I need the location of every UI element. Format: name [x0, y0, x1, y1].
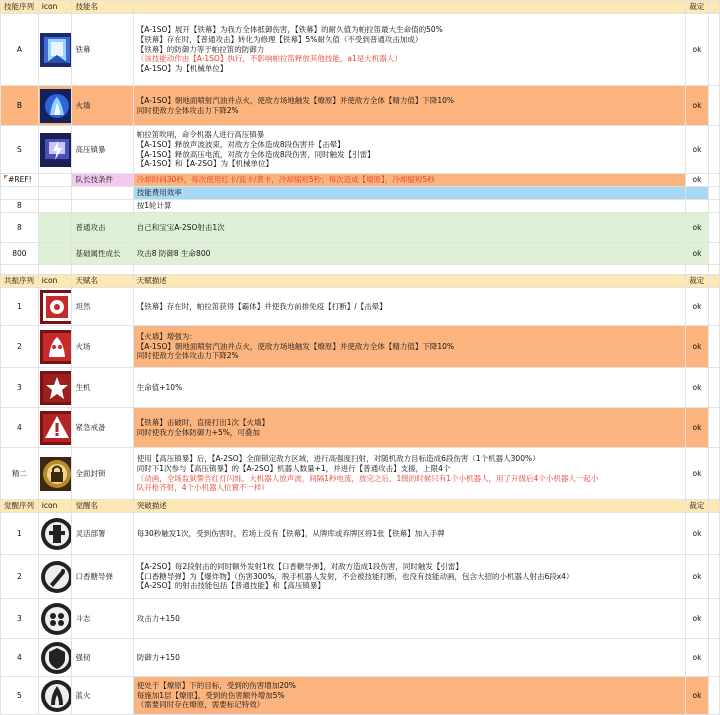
- table-row: [1, 14, 720, 86]
- desc-line: 帕拉笛吹哨，命令机器人进行高压镇暴: [136, 130, 265, 139]
- desc-line: 【铁幕】的防御力等于帕拉笛的防御力: [136, 44, 265, 54]
- row-seq: 800: [1, 243, 39, 265]
- row-seq: #REF!: [8, 175, 32, 185]
- header-name: 觉醒名: [72, 500, 133, 513]
- row-name: 口香糖导弹: [72, 555, 133, 599]
- row-desc: 自己和宝宝A-2SO射击1次: [133, 213, 686, 243]
- row-verdict: ok: [686, 639, 708, 677]
- header-verdict: 裁定: [686, 1, 708, 14]
- desc-line: 生命值+10%: [136, 382, 183, 392]
- row-name: 强韧: [72, 639, 133, 677]
- desc-line: 【火墙】增强为：: [136, 331, 197, 341]
- leader-row: [1, 174, 720, 187]
- table-row: [1, 86, 720, 126]
- cost-desc: 按1轮计算: [133, 200, 686, 213]
- row-seq: 1: [1, 288, 39, 326]
- desc-line: 使处于【燎原】下的目标，受到的伤害增加20%: [136, 680, 296, 690]
- row-seq: 4: [1, 408, 39, 448]
- header-icon: icon: [38, 1, 72, 14]
- row-name: 铁幕: [72, 14, 133, 86]
- desc-line: （需要同时存在燎原，需要标记特效）: [136, 700, 265, 710]
- desc-line: 同时使敌方全体攻击力下降2%: [136, 105, 239, 115]
- desc-line: 每30秒触发1次，受到伤害时，若场上没有【铁幕】，从牌库或弃牌区将1张【铁幕】加入手牌: [136, 528, 445, 538]
- desc-line: 防御力+150: [136, 652, 180, 662]
- row-name: 全面封锁: [72, 448, 133, 500]
- desc-line: 【A-1SO】释放声波波束，对敌方全体造成8段伤害并【击晕】: [136, 139, 345, 149]
- row-seq: 8: [1, 213, 39, 243]
- header-seq: 共振序列: [1, 275, 39, 288]
- table-row: [1, 448, 720, 500]
- row-name: 火墙: [72, 86, 133, 126]
- header-verdict: 裁定: [686, 500, 708, 513]
- header-desc: [133, 1, 686, 14]
- row-seq: 4: [1, 639, 39, 677]
- table-row: [1, 126, 720, 174]
- row-verdict: ok: [686, 368, 708, 408]
- row-seq: 3: [1, 368, 39, 408]
- header-name: 技能名: [72, 1, 133, 14]
- header-icon: icon: [38, 500, 72, 513]
- row-name: 坦然: [72, 288, 133, 326]
- row-verdict: ok: [686, 555, 708, 599]
- row-seq: 精二: [1, 448, 39, 500]
- iron-curtain-icon: [40, 33, 72, 67]
- row-verdict: ok: [686, 213, 708, 243]
- composure-icon: [40, 290, 72, 324]
- row-desc: 攻击8 防御8 生命800: [133, 243, 686, 265]
- row-seq: A: [1, 14, 39, 86]
- deploy-icon: [40, 517, 72, 551]
- alert-icon: [40, 411, 72, 445]
- desc-line: 【口香糖导弹】为【爆炸物】（伤害300%，脱手机器人发射，不会被技能打断，也没有技能动画，包含大招的小机器人射击6段x4）: [136, 571, 574, 581]
- table-row: [1, 677, 720, 715]
- table-row: [1, 408, 720, 448]
- desc-line: 【A-1SO】释放高压电流，对敌方全体造成8段伤害，同时触发【引雷】: [136, 149, 375, 159]
- desc-line: 攻击力+150: [136, 613, 180, 623]
- row-name: 高压镇暴: [72, 126, 133, 174]
- desc-line: 同时使我方全体防御力+5%，可叠加: [136, 427, 260, 437]
- desc-line: 同时下1次参与【高压镇暴】的【A-2SO】机器人数量+1，并进行【普通攻击】支援，上限4个: [136, 463, 451, 473]
- row-desc: 冷却时间30秒，每次使用红卡/蓝卡/黄卡，冷却缩短5秒；每次造成【燎原】，冷却缩短5秒: [133, 174, 686, 187]
- row-seq: 2: [1, 326, 39, 368]
- toughness-icon: [40, 641, 72, 675]
- high-voltage-icon: [40, 133, 72, 167]
- lockdown-icon: [40, 457, 72, 491]
- row-verdict: ok: [686, 174, 708, 187]
- desc-line: 【A-1SO】和【A-2SO】为【机械单位】: [136, 159, 273, 169]
- row-seq: 5: [1, 677, 39, 715]
- vitality-icon: [40, 371, 72, 405]
- table-row: [1, 639, 720, 677]
- row-name: 灵活部署: [72, 513, 133, 555]
- desc-note: （该技能动作由【A-1SO】执行，不影响帕拉笛释放其他技能，a1是大机器人）: [136, 54, 402, 64]
- cost-label: 技能费用效率: [133, 187, 686, 200]
- row-seq: B: [1, 86, 39, 126]
- row-verdict: ok: [686, 326, 708, 368]
- row-seq: 1: [1, 513, 39, 555]
- row-verdict: ok: [686, 513, 708, 555]
- header-desc: 突破描述: [133, 500, 686, 513]
- header-desc: 天赋描述: [133, 275, 686, 288]
- row-verdict: ok: [686, 408, 708, 448]
- desc-line: 【A-2SO】每2段射击的同时额外发射1枚【口香糖导弹】，对敌方造成1段伤害，同时触发【引雷】: [136, 561, 463, 571]
- row-name: 蓝火: [72, 677, 133, 715]
- row-seq: S: [1, 126, 39, 174]
- desc-line: 【铁幕】击破时，直接打出1次【火墙】: [136, 417, 270, 427]
- desc-line: 使用【高压镇暴】后，【A-2SO】全面锁定敌方区域，进行高强度扫射，对随机敌方目标造成6段伤害（1个机器人300%）: [136, 454, 540, 463]
- cost-row: [1, 187, 720, 200]
- row-verdict: ok: [686, 126, 708, 174]
- skill-header-row: [1, 1, 720, 14]
- header-verdict: 裁定: [686, 275, 708, 288]
- fire-field-icon: [40, 330, 72, 364]
- row-verdict: ok: [686, 677, 708, 715]
- fire-wall-icon: [40, 89, 72, 123]
- row-verdict: ok: [686, 288, 708, 326]
- row-name: 紧急戒备: [72, 408, 133, 448]
- normal-attack-row: [1, 213, 720, 243]
- table-row: [1, 513, 720, 555]
- row-verdict: ok: [686, 14, 708, 86]
- row-name: 普通攻击: [72, 213, 133, 243]
- desc-line: 【A-1SO】朝地面喷射汽油并点火，使敌方场地触发【燎原】并使敌方全体【精力值】下降10%: [136, 95, 455, 105]
- table-row: [1, 555, 720, 599]
- row-verdict: ok: [686, 243, 708, 265]
- row-seq: 3: [1, 599, 39, 639]
- header-name: 天赋名: [72, 275, 133, 288]
- row-verdict: ok: [686, 599, 708, 639]
- gum-missile-icon: [40, 560, 72, 594]
- row-name: 火场: [72, 326, 133, 368]
- row-name: 基础属性成长: [72, 243, 133, 265]
- desc-line: 【铁幕】存在时，帕拉笛获得【霸体】并使我方前排免疫【打断】/【击晕】: [136, 301, 387, 311]
- table-row: [1, 288, 720, 326]
- awaken-header-row: [1, 500, 720, 513]
- desc-line: 同时使敌方全体攻击力下降2%: [136, 351, 239, 361]
- growth-row: [1, 243, 720, 265]
- desc-line: 【A-1SO】为【机械单位】: [136, 64, 228, 74]
- resonance-header-row: [1, 275, 720, 288]
- row-verdict: ok: [686, 448, 708, 500]
- desc-note: （动画，全场监狱警告红灯闪烁，大机器人放声波，间隔1秒电流，放完之后，1级的时候只有1个小机器人，用了升级后4个小机器人一起小: [136, 473, 599, 483]
- desc-line: 【A-2SO】的射击技能包括【普通技能】和【高压镇暴】: [136, 581, 325, 591]
- desc-line: 每施加1层【燎原】，受到的伤害额外增加5%: [136, 690, 285, 700]
- row-name: 生机: [72, 368, 133, 408]
- row-name: 队长技条件: [72, 174, 133, 187]
- desc-line: 【A-1SO】朝地面喷射汽油并点火，使敌方场地触发【燎原】并使敌方全体【精力值】下降10%: [136, 341, 455, 351]
- cost-value-row: [1, 200, 720, 213]
- row-verdict: ok: [686, 86, 708, 126]
- desc-line: 【铁幕】存在时，【普通攻击】转化为修理【铁幕】5%耐久值（不受到普通攻击加成）: [136, 34, 423, 44]
- desc-line: 【A-1SO】展开【铁幕】为我方全体抵御伤害，【铁幕】的耐久值为帕拉笛最大生命值的50%: [136, 25, 443, 35]
- row-seq: 2: [1, 555, 39, 599]
- fighting-spirit-icon: [40, 602, 72, 636]
- blue-fire-icon: [40, 679, 72, 713]
- table-row: [1, 368, 720, 408]
- cost-seq: 8: [1, 200, 39, 213]
- desc-note: 队开枪齐射，4个小机器人位置不一样）: [136, 483, 270, 493]
- header-seq: 觉醒序列: [1, 500, 39, 513]
- table-row: [1, 326, 720, 368]
- row-name: 斗志: [72, 599, 133, 639]
- header-seq: 技能序列: [1, 1, 39, 14]
- header-icon: icon: [38, 275, 72, 288]
- table-row: [1, 599, 720, 639]
